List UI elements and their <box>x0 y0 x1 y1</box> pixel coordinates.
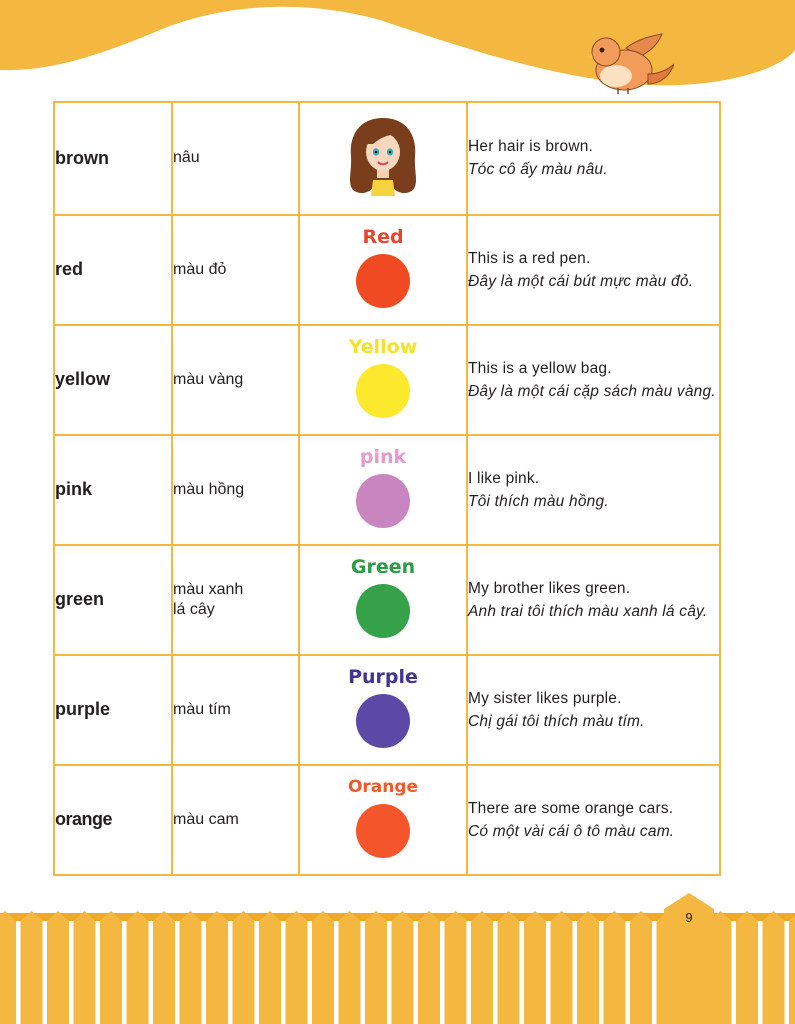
color-dot <box>356 694 410 748</box>
picture-cell <box>299 655 467 765</box>
example-sentence <box>467 102 720 215</box>
vietnamese-word: nâu <box>172 102 299 215</box>
picture-cell <box>299 765 467 875</box>
english-word: green <box>54 545 172 655</box>
example-sentence <box>467 215 720 325</box>
vietnamese-word: màu hồng <box>172 435 299 545</box>
sentence-english: This is a red pen. <box>468 249 591 267</box>
color-dot <box>356 804 410 858</box>
sentence-vietnamese: Tóc cô ấy màu nâu. <box>468 161 608 179</box>
vietnamese-word: màu tím <box>172 655 299 765</box>
sentence-vietnamese: Đây là một cái cặp sách màu vàng. <box>468 382 716 400</box>
picture-cell <box>299 215 467 325</box>
vietnamese-word: màu đỏ <box>172 215 299 325</box>
picture-cell <box>299 325 467 435</box>
english-word: orange <box>54 765 172 875</box>
sentence-english: My sister likes purple. <box>468 689 622 707</box>
english-word: brown <box>54 102 172 215</box>
color-dot <box>356 474 410 528</box>
english-word: yellow <box>54 325 172 435</box>
sentence-english: Her hair is brown. <box>468 138 594 156</box>
vietnamese-word: màu vàng <box>172 325 299 435</box>
picture-cell <box>299 102 467 215</box>
example-sentence <box>467 325 720 435</box>
sentence-english: There are some orange cars. <box>468 799 674 817</box>
color-label: Purple <box>348 666 418 689</box>
color-dot <box>356 364 410 418</box>
table-row <box>54 215 720 325</box>
page-number: 9 <box>685 910 693 925</box>
color-dot <box>356 254 410 308</box>
bird-icon <box>588 30 674 96</box>
color-label: Orange <box>347 777 419 798</box>
sentence-vietnamese: Anh trai tôi thích màu xanh lá cây. <box>468 602 708 620</box>
table-row <box>54 102 720 215</box>
vietnamese-word: màu cam <box>172 765 299 875</box>
example-sentence <box>467 765 720 875</box>
color-dot <box>356 584 410 638</box>
vocabulary-table <box>53 101 721 876</box>
sentence-vietnamese: Tôi thích màu hồng. <box>468 492 609 510</box>
picture-cell <box>299 545 467 655</box>
sentence-english: I like pink. <box>468 469 540 487</box>
header-wave <box>0 0 795 95</box>
example-sentence <box>467 435 720 545</box>
girl-brown-hair-image <box>343 114 423 198</box>
sentence-vietnamese: Có một vài cái ô tô màu cam. <box>468 822 675 840</box>
table-row <box>54 435 720 545</box>
color-label: Green <box>350 556 416 579</box>
sentence-english: This is a yellow bag. <box>468 359 612 377</box>
vietnamese-word: màu xanh lá cây <box>172 545 299 655</box>
table-row <box>54 325 720 435</box>
table-row <box>54 545 720 655</box>
sentence-vietnamese: Đây là một cái bút mực màu đỏ. <box>468 272 694 290</box>
english-word: purple <box>54 655 172 765</box>
color-label: pink <box>359 446 407 469</box>
color-label: Yellow <box>348 336 418 359</box>
english-word: red <box>54 215 172 325</box>
example-sentence <box>467 655 720 765</box>
sentence-vietnamese: Chị gái tôi thích màu tím. <box>468 712 645 730</box>
sentence-english: My brother likes green. <box>468 579 631 597</box>
table-row <box>54 765 720 875</box>
picture-cell <box>299 435 467 545</box>
table-row <box>54 655 720 765</box>
color-label: Red <box>362 226 404 249</box>
example-sentence <box>467 545 720 655</box>
english-word: pink <box>54 435 172 545</box>
